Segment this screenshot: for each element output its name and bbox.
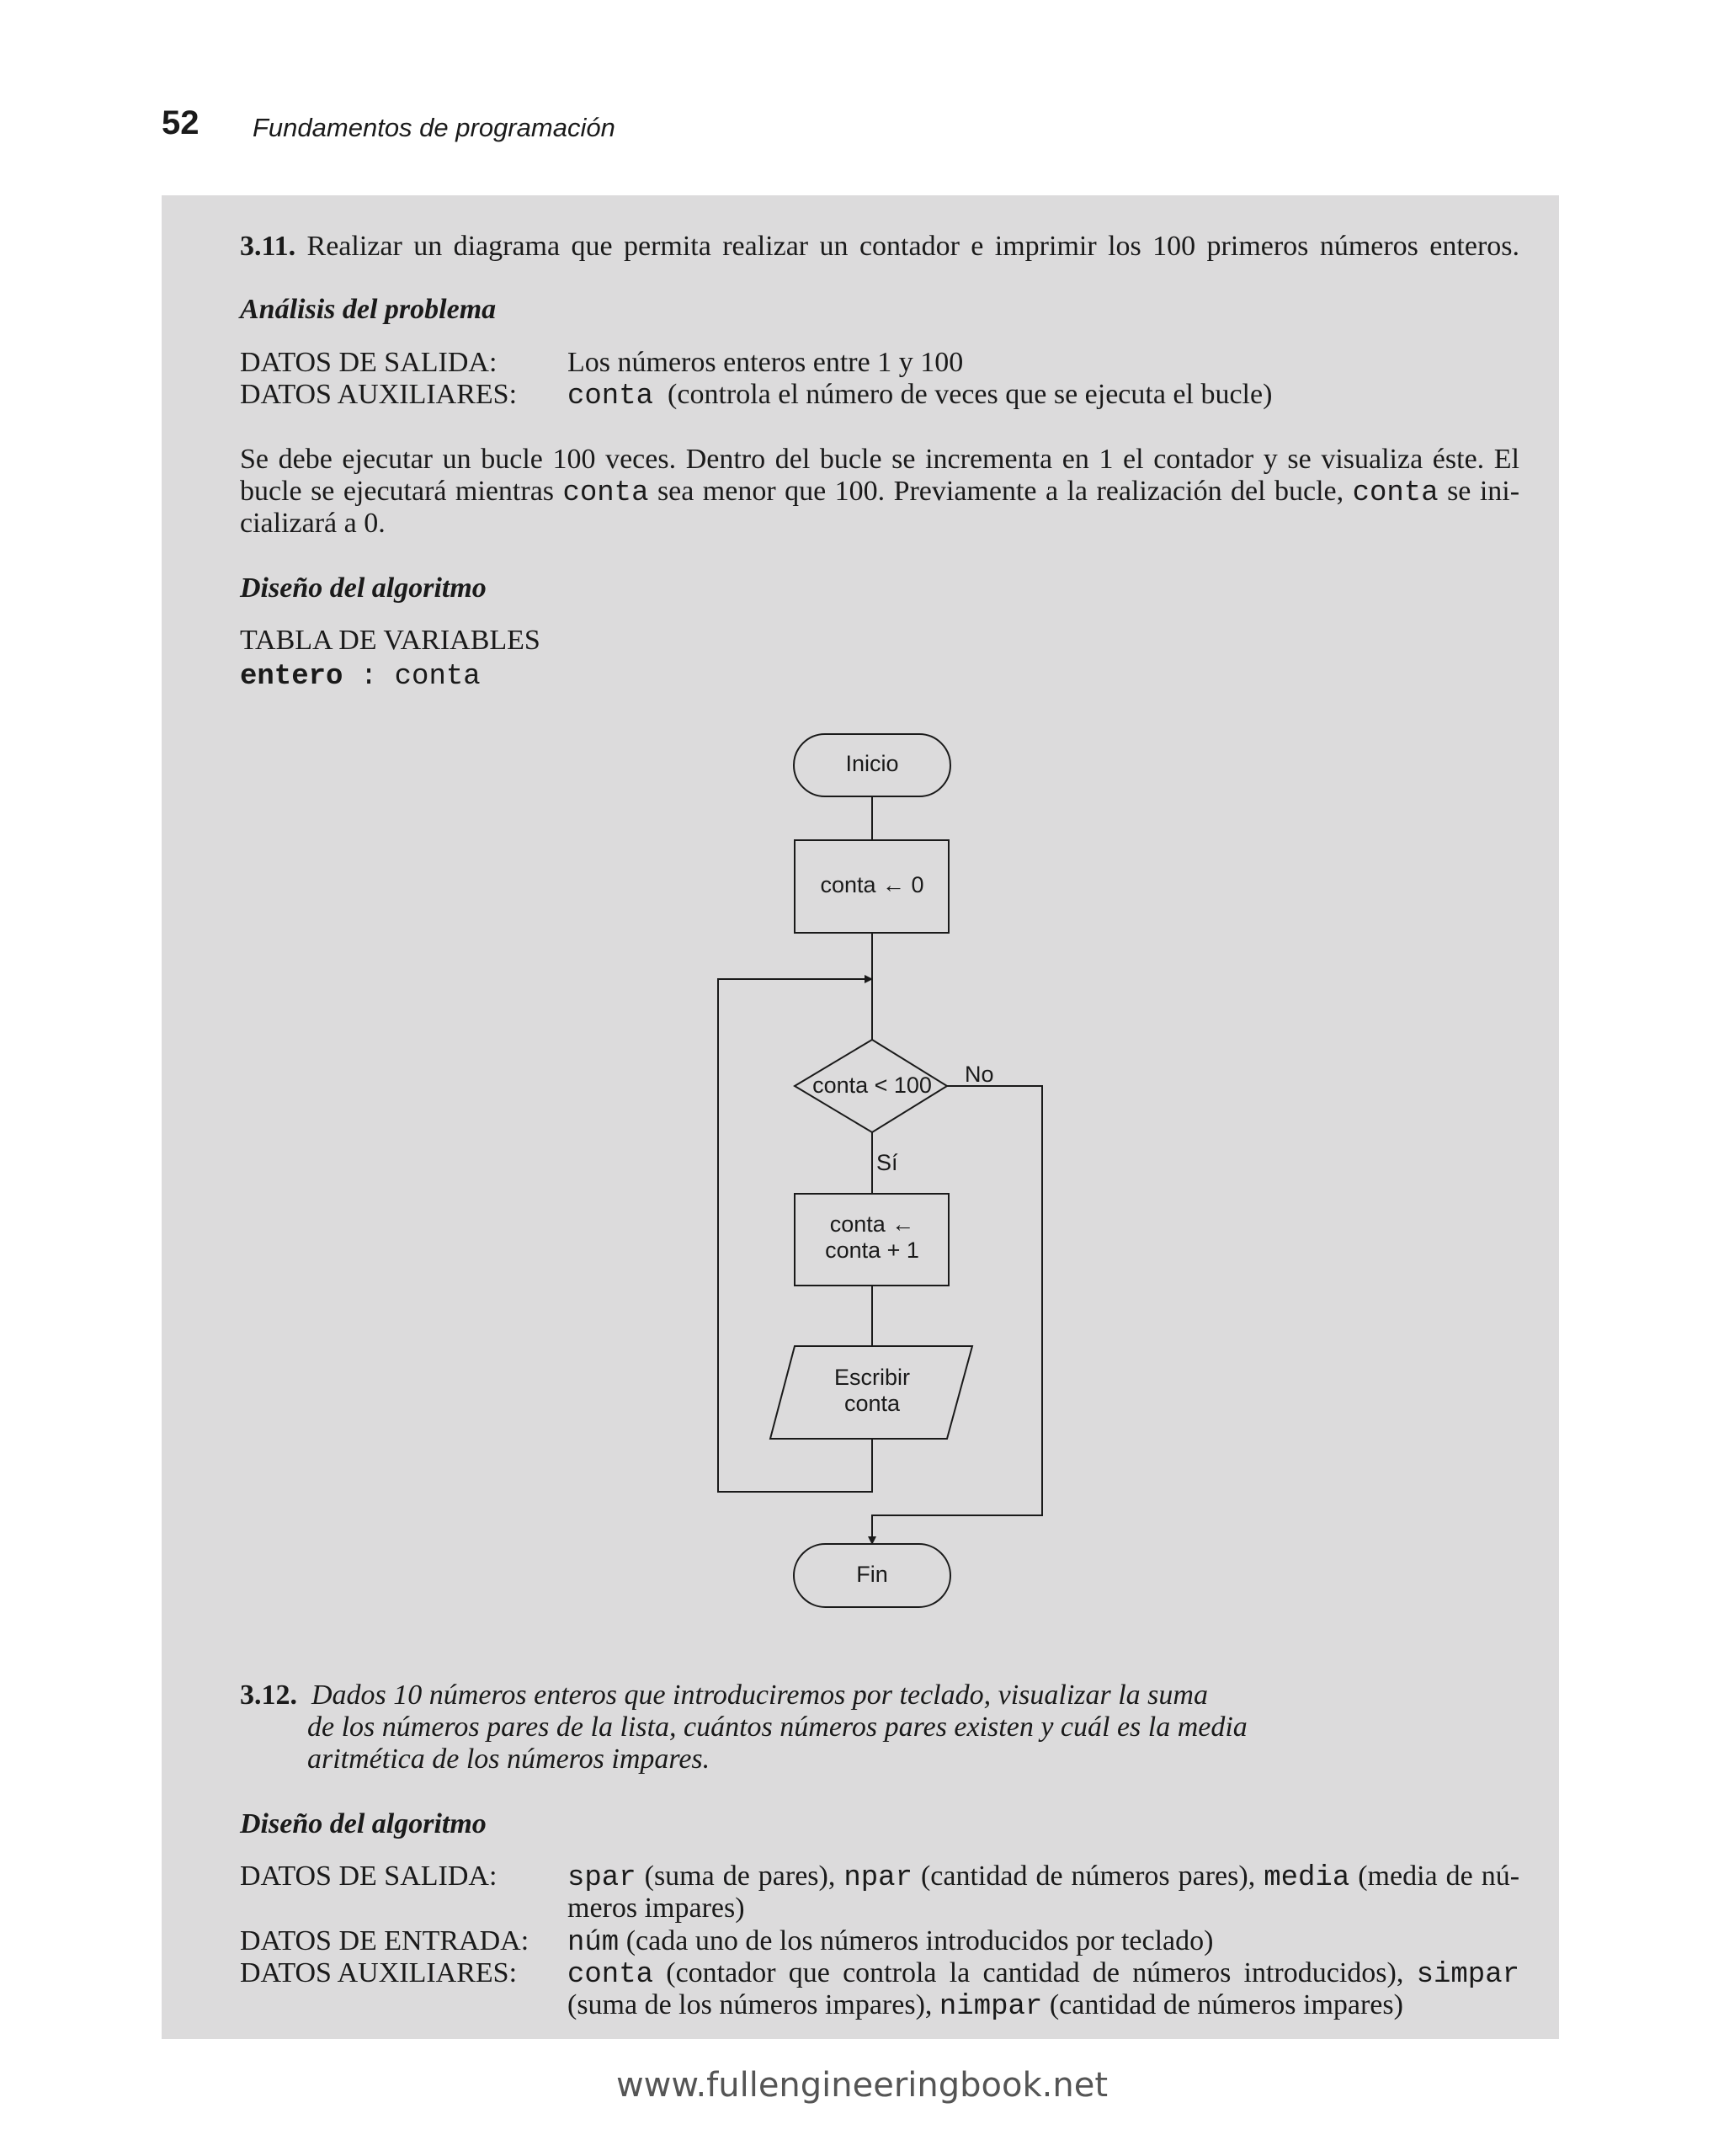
condition-label: conta < 100: [812, 1073, 932, 1098]
increment-label-line-1: conta ←: [829, 1211, 915, 1237]
exercise-text: Realizar un diagrama que permita realizar un contador e imprimir los 100 primeros números enteros.: [306, 231, 1519, 262]
end-label: Fin: [856, 1562, 888, 1587]
init-label: conta ← 0: [820, 872, 924, 897]
exercise-3-12-statement-line-3: aritmética de los números impares.: [307, 1743, 710, 1775]
explanation-line-1: Se debe ejecutar un bucle 100 veces. Dentro del bucle se incrementa en 1 el contador y se visualiza éste. El: [240, 444, 1519, 475]
variable-table-title: TABLA DE VARIABLES: [240, 625, 540, 656]
code-conta: conta: [567, 381, 654, 413]
exercise-number: 3.11.: [240, 231, 296, 262]
output-label-line-1: Escribir: [833, 1365, 911, 1390]
output-data-label: DATOS DE SALIDA:: [240, 347, 498, 378]
auxiliary-data-value-line-2: (suma de los números impares), nimpar (cantidad de números impares): [567, 1989, 1403, 2023]
design-heading: Diseño del algoritmo: [240, 572, 487, 604]
input-data-label: DATOS DE ENTRADA:: [240, 1925, 529, 1956]
auxiliary-data-value-line-1: conta (contador que controla la cantidad de números introducidos), simpar: [567, 1957, 1519, 1991]
output-data-value-line-1: spar (suma de pares), npar (cantidad de números pares), media (media de nú-: [567, 1861, 1520, 1894]
auxiliary-data-label-3-12: DATOS AUXILIARES:: [240, 1957, 518, 1988]
footer-watermark-url: www.fullengineeringbook.net: [615, 2066, 1109, 2105]
design-heading-3-12: Diseño del algoritmo: [240, 1808, 487, 1839]
exercise-3-12-statement-line-2: de los números pares de la lista, cuántos números pares existen y cuál es la media: [307, 1711, 1248, 1743]
exercise-3-12-statement-line-1: 3.12. Dados 10 números enteros que introduciremos por teclado, visualizar la suma: [240, 1680, 1208, 1711]
output-data-value: Los números enteros entre 1 y 100: [567, 347, 964, 378]
analysis-heading: Análisis del problema: [240, 294, 497, 325]
output-data-value-line-2: meros impares): [567, 1892, 745, 1924]
input-data-value: núm (cada uno de los números introducidos por teclado): [567, 1925, 1214, 1959]
running-title: Fundamentos de programación: [253, 113, 615, 142]
start-label: Inicio: [845, 751, 899, 776]
explanation-line-3: cializará a 0.: [240, 508, 386, 539]
explanation-line-2: bucle se ejecutará mientras conta sea menor que 100. Previamente a la realización del bucle, conta se ini-: [240, 476, 1520, 509]
yes-label: Sí: [876, 1150, 898, 1175]
output-data-label-3-12: DATOS DE SALIDA:: [240, 1861, 498, 1892]
auxiliary-data-value: conta (controla el número de veces que se ejecuta el bucle): [567, 379, 1273, 413]
no-label: No: [965, 1062, 994, 1087]
auxiliary-data-label: DATOS AUXILIARES:: [240, 379, 518, 410]
variable-declaration: entero : conta: [240, 661, 481, 693]
output-label-line-2: conta: [843, 1391, 901, 1416]
increment-label-line-2: conta + 1: [825, 1238, 919, 1263]
page-number: 52: [162, 104, 200, 141]
